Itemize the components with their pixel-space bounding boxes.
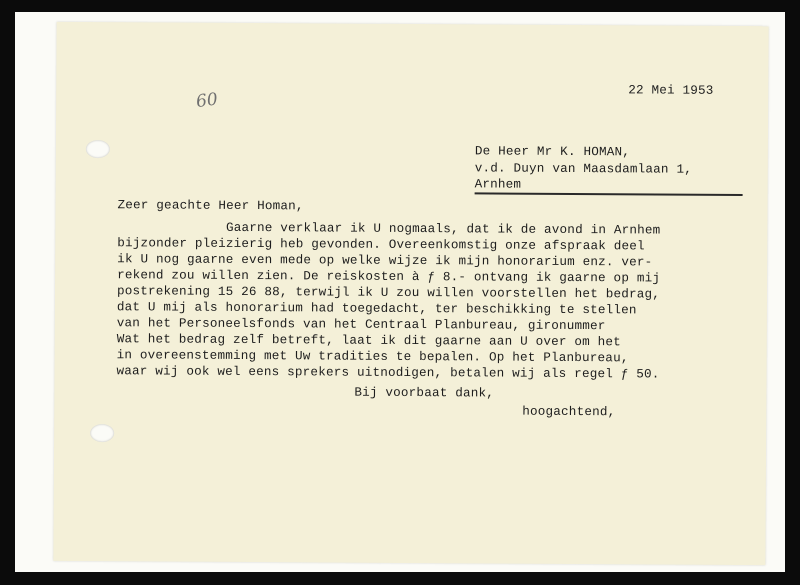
addressee-city: Arnhem (474, 177, 522, 192)
body-line: dat U mij als honorarium had toegedacht, ter beschikking te stellen (116, 300, 637, 318)
pencil-mark: 60 (194, 89, 220, 113)
address-underline (475, 192, 743, 195)
body-line: in overeenstemming met Uw tradities te bepalen. Op het Planbureau, (116, 348, 629, 366)
body-line: Wat het bedrag zelf betreft, laat ik dit gaarne aan U over om het (116, 332, 621, 350)
closing-regards: hoogachtend, (522, 404, 616, 420)
body-line: van het Personeelsfonds van het Centraal Planbureau, gironummer (116, 316, 606, 334)
salutation: Zeer geachte Heer Homan, (117, 198, 304, 214)
letter-date: 22 Mei 1953 (628, 83, 714, 98)
body-line: Gaarne verklaar ik U nogmaals, dat ik de avond in Arnhem (117, 220, 661, 238)
body-line: waar wij ook wel eens sprekers uitnodigen, betalen wij als regel ƒ 50. (116, 364, 660, 382)
addressee-name: De Heer Mr K. HOMAN, (474, 144, 631, 160)
body-line: bijzonder pleizierig heb gevonden. Overeenkomstig onze afspraak deel (117, 236, 645, 254)
body-line: rekend zou willen zien. De reiskosten à ƒ 8.- ontvang ik gaarne op mij (117, 268, 661, 286)
body-line: ik U nog gaarne even mede op welke wijze ik mijn honorarium enz. ver- (117, 252, 653, 270)
addressee-street: v.d. Duyn van Maasdamlaan 1, (474, 161, 693, 177)
letter-page (53, 22, 768, 565)
punch-hole-bottom (90, 424, 114, 442)
body-line: postrekening 15 26 88, terwijl ik U zou willen voorstellen het bedrag, (116, 284, 661, 302)
punch-hole-top (86, 140, 110, 158)
closing-thanks: Bij voorbaat dank, (354, 385, 495, 401)
mount-board (15, 12, 785, 572)
